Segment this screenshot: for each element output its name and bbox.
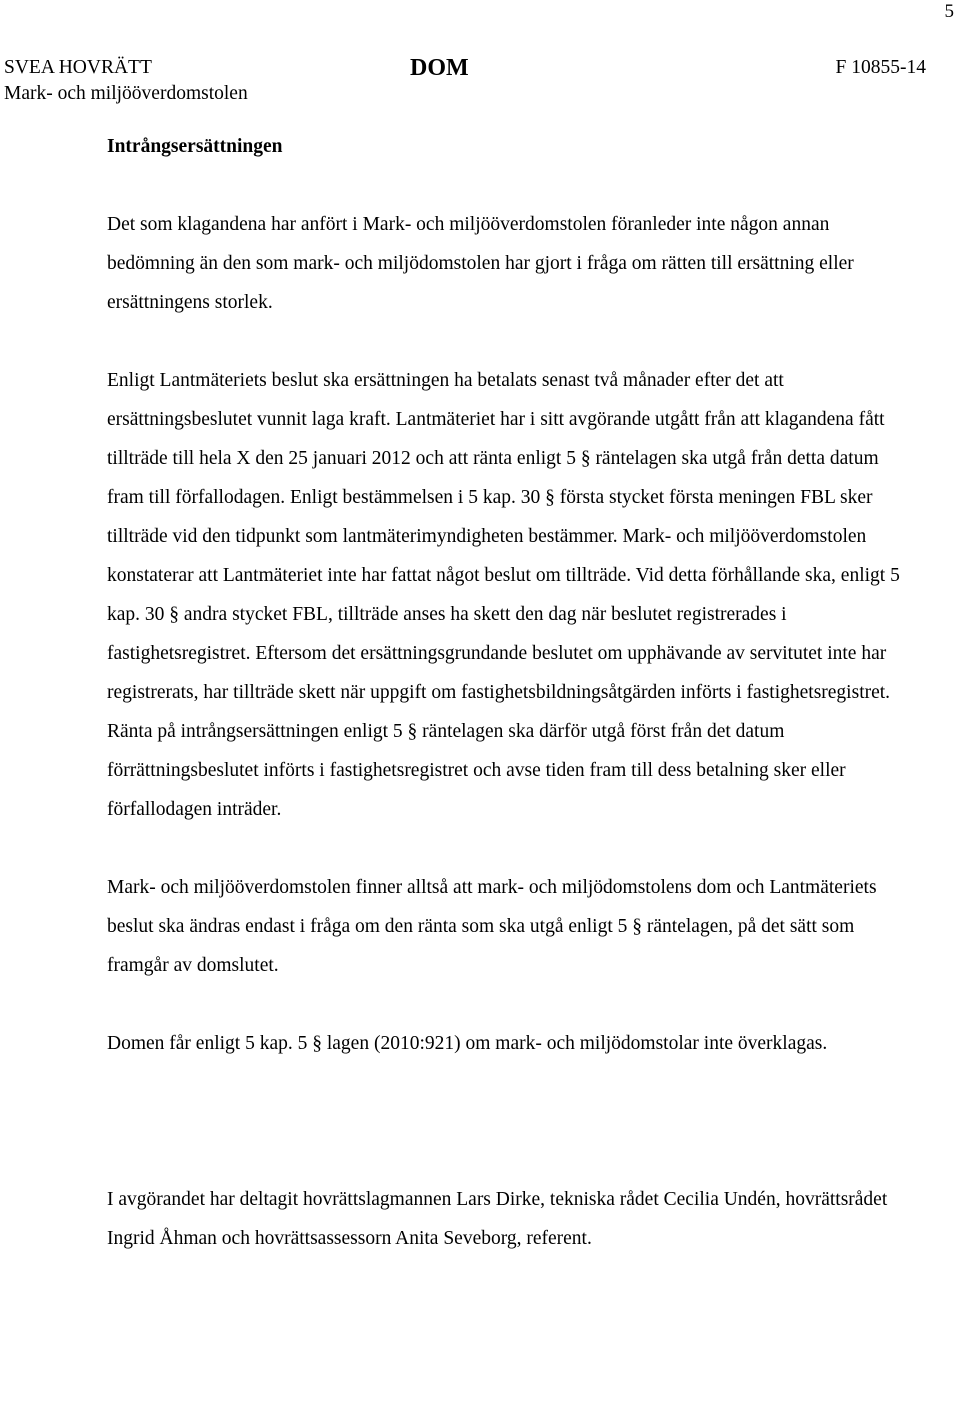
- paragraph-conclusion: Mark- och miljööverdomstolen finner alltså att mark- och miljödomstolens dom och Lantmäteriets beslut ska ändras endast i fråga om den ränta som ska utgå enligt 5 § räntelagen, på det sätt som framgår av domslutet.: [107, 877, 877, 976]
- document-type: DOM: [410, 55, 469, 81]
- document-header: [4, 55, 926, 111]
- paragraph-appeal: Domen får enligt 5 kap. 5 § lagen (2010:921) om mark- och miljödomstolar inte överklagas.: [107, 1033, 828, 1054]
- case-number: F 10855-14: [835, 57, 926, 78]
- paragraph-participants: I avgörandet har deltagit hovrättslagmannen Lars Dirke, tekniska rådet Cecilia Undén, hovrättsrådet Ingrid Åhman och hovrättsassessorn Anita Seveborg, referent.: [107, 1189, 888, 1249]
- court-block: [4, 55, 248, 107]
- court-division: Mark- och miljööverdomstolen: [4, 83, 248, 104]
- paragraph-assessment: Det som klagandena har anfört i Mark- och miljööverdomstolen föranleder inte någon annan bedömning än den som mark- och miljödomstolen har gjort i fråga om rätten till ersättning eller ersättningens storlek.: [107, 214, 854, 313]
- court-name: SVEA HOVRÄTT: [4, 57, 152, 78]
- section-heading: Intrångsersättningen: [107, 136, 283, 157]
- page-number: 5: [944, 1, 954, 22]
- paragraph-interest: Enligt Lantmäteriets beslut ska ersättningen ha betalats senast två månader efter det att ersättningsbeslutet vunnit laga kraft. Lantmäteriet har i sitt avgörande utgått från att klagandena fått tillträde till hela X den 25 januari 2012 och att ränta enligt 5 § räntelagen ska utgå från detta datum fram till förfallodagen. Enligt bestämmelsen i 5 kap. 30 § första stycket första meningen FBL sker tillträde vid den tidpunkt som lantmäterimyndigheten bestämmer. Mark- och miljööverdomstolen konstaterar att Lantmäteriet inte har fattat något beslut om tillträde. Vid detta förhållande ska, enligt 5 kap. 30 § andra stycket FBL, tillträde anses ha skett den dag när beslutet registrerades i fastighetsregistret. Eftersom det ersättningsgrundande beslutet om upphävande av servitutet inte har registrerats, har tillträde skett när uppgift om fastighetsbildningsåtgärden införts i fastighetsregistret. Ränta på intrångsersättningen enligt 5 § räntelagen ska därför utgå först från det datum förrättningsbeslutet införts i fastighetsregistret och avse tiden fram till dess betalning sker eller förfallodagen inträder.: [107, 370, 900, 820]
- document-body: [107, 127, 907, 1258]
